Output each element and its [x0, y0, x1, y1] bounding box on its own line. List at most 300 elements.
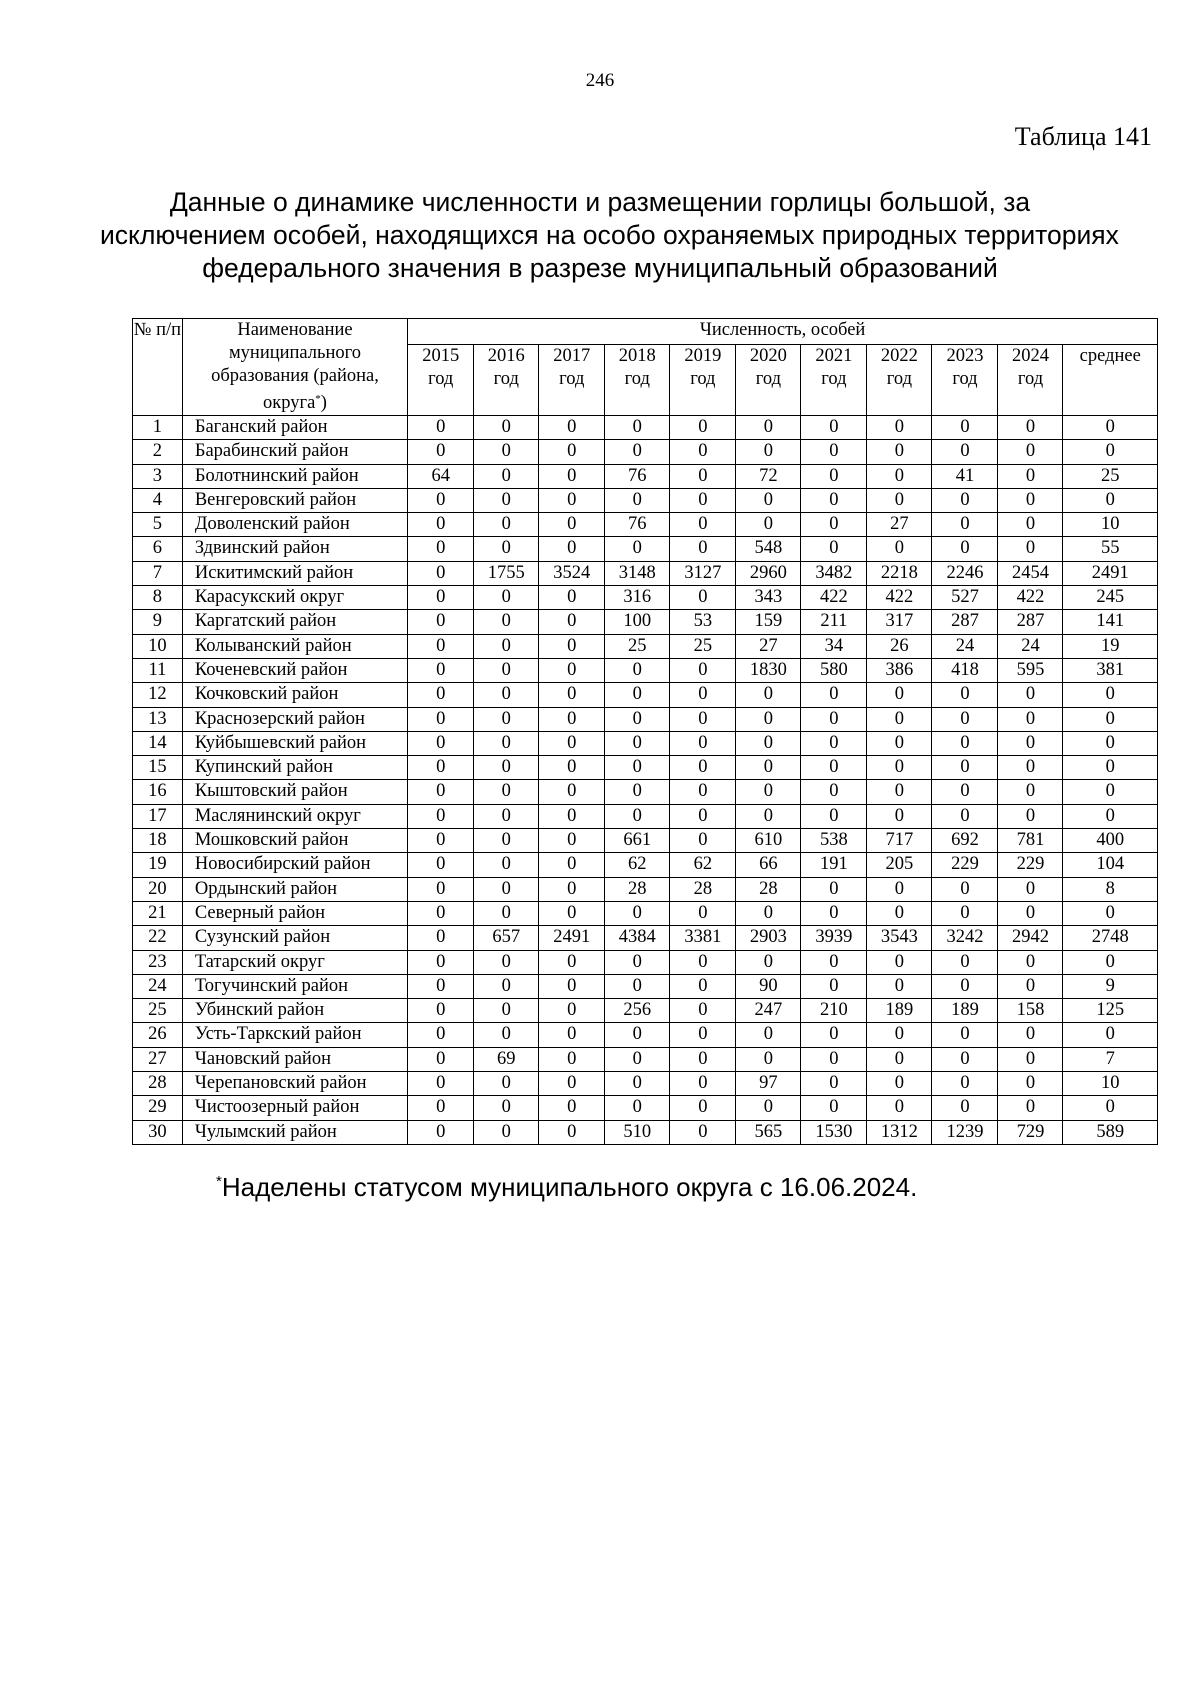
count-cell: 0: [474, 974, 539, 998]
count-cell: 0: [932, 901, 998, 925]
municipality-name: Сузунский район: [182, 926, 407, 950]
row-number: 9: [133, 610, 183, 634]
count-cell: 0: [408, 999, 474, 1023]
count-cell: 2218: [867, 561, 932, 585]
average-cell: 0: [1063, 707, 1158, 731]
count-cell: 0: [801, 974, 867, 998]
count-cell: 0: [932, 1047, 998, 1071]
count-cell: 0: [670, 1120, 736, 1144]
municipality-name: Барабинский район: [182, 440, 407, 464]
count-cell: 0: [539, 707, 605, 731]
count-cell: 0: [932, 731, 998, 755]
count-cell: 287: [998, 610, 1063, 634]
count-cell: 0: [867, 804, 932, 828]
table-row: [133, 731, 1158, 755]
average-cell: 0: [1063, 440, 1158, 464]
table-row: [133, 877, 1158, 901]
count-cell: 0: [605, 901, 670, 925]
count-cell: 0: [801, 537, 867, 561]
count-cell: 0: [605, 416, 670, 440]
count-cell: 0: [670, 804, 736, 828]
municipality-name: Искитимский район: [182, 561, 407, 585]
count-cell: 0: [998, 1072, 1063, 1096]
count-cell: 0: [998, 974, 1063, 998]
count-cell: 0: [408, 658, 474, 682]
count-cell: 3482: [801, 561, 867, 585]
average-cell: 125: [1063, 999, 1158, 1023]
count-cell: 0: [998, 901, 1063, 925]
count-cell: 317: [867, 610, 932, 634]
table-row: [133, 658, 1158, 682]
municipality-name: Мошковский район: [182, 829, 407, 853]
average-cell: 0: [1063, 416, 1158, 440]
count-cell: 0: [998, 513, 1063, 537]
count-cell: 0: [474, 658, 539, 682]
row-number: 2: [133, 440, 183, 464]
count-cell: 0: [474, 513, 539, 537]
municipality-name: Доволенский район: [182, 513, 407, 537]
average-cell: 2491: [1063, 561, 1158, 585]
count-cell: 0: [408, 488, 474, 512]
count-cell: 0: [801, 731, 867, 755]
count-cell: 0: [801, 464, 867, 488]
count-cell: 0: [867, 537, 932, 561]
average-cell: 7: [1063, 1047, 1158, 1071]
count-cell: 41: [932, 464, 998, 488]
table-row: [133, 1047, 1158, 1071]
count-cell: 0: [932, 488, 998, 512]
row-number: 6: [133, 537, 183, 561]
count-cell: 76: [605, 464, 670, 488]
row-number: 23: [133, 950, 183, 974]
count-cell: 0: [539, 586, 605, 610]
count-cell: 0: [408, 610, 474, 634]
count-cell: 0: [670, 950, 736, 974]
row-number: 3: [133, 464, 183, 488]
count-cell: 0: [474, 829, 539, 853]
municipality-name: Баганский район: [182, 416, 407, 440]
count-cell: 0: [736, 1047, 801, 1071]
table-row: [133, 634, 1158, 658]
row-number: 19: [133, 853, 183, 877]
count-cell: 0: [670, 1047, 736, 1071]
count-cell: 0: [867, 488, 932, 512]
average-cell: 19: [1063, 634, 1158, 658]
count-cell: 0: [867, 877, 932, 901]
average-cell: 55: [1063, 537, 1158, 561]
count-cell: 0: [932, 707, 998, 731]
count-cell: 287: [932, 610, 998, 634]
count-cell: 0: [408, 707, 474, 731]
count-cell: 0: [474, 999, 539, 1023]
count-cell: 0: [605, 756, 670, 780]
table-row: [133, 974, 1158, 998]
table-row: [133, 1023, 1158, 1047]
count-cell: 0: [736, 950, 801, 974]
table-body: [133, 416, 1158, 1145]
count-cell: 0: [670, 974, 736, 998]
count-cell: 0: [670, 658, 736, 682]
table-row: [133, 804, 1158, 828]
count-cell: 0: [801, 1023, 867, 1047]
count-cell: 1530: [801, 1120, 867, 1144]
count-cell: 0: [932, 877, 998, 901]
average-cell: 589: [1063, 1120, 1158, 1144]
count-cell: 0: [408, 537, 474, 561]
municipality-name: Болотнинский район: [182, 464, 407, 488]
count-cell: 0: [474, 610, 539, 634]
table-row: [133, 561, 1158, 585]
population-table: [132, 318, 1158, 1145]
count-cell: 0: [539, 1120, 605, 1144]
count-cell: 0: [408, 901, 474, 925]
count-cell: 0: [474, 1023, 539, 1047]
count-cell: 2903: [736, 926, 801, 950]
table-row: [133, 756, 1158, 780]
count-cell: 0: [670, 416, 736, 440]
count-cell: 211: [801, 610, 867, 634]
average-cell: 0: [1063, 804, 1158, 828]
count-cell: 0: [998, 780, 1063, 804]
municipality-name: Усть-Таркский район: [182, 1023, 407, 1047]
average-cell: 0: [1063, 756, 1158, 780]
count-cell: 247: [736, 999, 801, 1023]
count-cell: 0: [539, 1023, 605, 1047]
count-cell: 0: [670, 683, 736, 707]
count-cell: 0: [539, 610, 605, 634]
count-cell: 0: [736, 440, 801, 464]
count-cell: 0: [998, 683, 1063, 707]
header-year: 2021 год: [801, 345, 867, 416]
count-cell: 0: [408, 731, 474, 755]
count-cell: 0: [408, 804, 474, 828]
count-cell: 0: [801, 440, 867, 464]
municipality-name: Чистоозерный район: [182, 1096, 407, 1120]
count-cell: 657: [474, 926, 539, 950]
count-cell: 0: [408, 440, 474, 464]
average-cell: 0: [1063, 683, 1158, 707]
row-number: 14: [133, 731, 183, 755]
count-cell: 692: [932, 829, 998, 853]
count-cell: 343: [736, 586, 801, 610]
count-cell: 0: [932, 537, 998, 561]
count-cell: 0: [670, 1072, 736, 1096]
count-cell: 210: [801, 999, 867, 1023]
average-cell: 0: [1063, 1023, 1158, 1047]
municipality-name: Колыванский район: [182, 634, 407, 658]
header-municipality-close: ): [320, 393, 327, 413]
count-cell: 97: [736, 1072, 801, 1096]
count-cell: 0: [736, 1023, 801, 1047]
row-number: 28: [133, 1072, 183, 1096]
count-cell: 3242: [932, 926, 998, 950]
municipality-name: Черепановский район: [182, 1072, 407, 1096]
count-cell: 0: [605, 731, 670, 755]
table-row: [133, 1120, 1158, 1144]
count-cell: 0: [474, 634, 539, 658]
count-cell: 0: [605, 1096, 670, 1120]
table-row: [133, 853, 1158, 877]
count-cell: 0: [932, 416, 998, 440]
count-cell: 0: [998, 488, 1063, 512]
count-cell: 0: [801, 1096, 867, 1120]
count-cell: 0: [801, 950, 867, 974]
count-cell: 0: [867, 901, 932, 925]
count-cell: 0: [670, 513, 736, 537]
count-cell: 0: [539, 634, 605, 658]
average-cell: 0: [1063, 488, 1158, 512]
count-cell: 189: [867, 999, 932, 1023]
title-line-1: Данные о динамике численности и размещении горлицы большой, за: [169, 187, 1031, 217]
average-cell: 0: [1063, 901, 1158, 925]
table-row: [133, 901, 1158, 925]
count-cell: 548: [736, 537, 801, 561]
count-cell: 1312: [867, 1120, 932, 1144]
header-year: 2019 год: [670, 345, 736, 416]
count-cell: 0: [408, 1096, 474, 1120]
count-cell: 0: [474, 901, 539, 925]
count-cell: 0: [736, 513, 801, 537]
table-row: [133, 950, 1158, 974]
count-cell: 0: [474, 488, 539, 512]
count-cell: 76: [605, 513, 670, 537]
count-cell: 0: [736, 1096, 801, 1120]
count-cell: 0: [408, 1023, 474, 1047]
count-cell: 0: [932, 1023, 998, 1047]
table-row: [133, 1072, 1158, 1096]
count-cell: 386: [867, 658, 932, 682]
average-cell: 400: [1063, 829, 1158, 853]
count-cell: 0: [867, 1096, 932, 1120]
count-cell: 0: [474, 440, 539, 464]
average-cell: 0: [1063, 950, 1158, 974]
municipality-name: Здвинский район: [182, 537, 407, 561]
count-cell: 0: [474, 804, 539, 828]
count-cell: 0: [539, 1096, 605, 1120]
average-cell: 10: [1063, 513, 1158, 537]
table-row: [133, 440, 1158, 464]
count-cell: 0: [605, 658, 670, 682]
count-cell: 0: [605, 974, 670, 998]
count-cell: 510: [605, 1120, 670, 1144]
count-cell: 26: [867, 634, 932, 658]
count-cell: 0: [998, 1047, 1063, 1071]
header-year: 2020 год: [736, 345, 801, 416]
count-cell: 0: [801, 756, 867, 780]
municipality-name: Кочковский район: [182, 683, 407, 707]
count-cell: 0: [605, 1047, 670, 1071]
count-cell: 0: [998, 1096, 1063, 1120]
count-cell: 0: [867, 974, 932, 998]
row-number: 22: [133, 926, 183, 950]
count-cell: 0: [539, 804, 605, 828]
header-year: 2023 год: [932, 345, 998, 416]
count-cell: 24: [932, 634, 998, 658]
count-cell: 2960: [736, 561, 801, 585]
count-cell: 729: [998, 1120, 1063, 1144]
table-row: [133, 488, 1158, 512]
header-year: 2016 год: [474, 345, 539, 416]
municipality-name: Карасукский округ: [182, 586, 407, 610]
count-cell: 0: [539, 440, 605, 464]
count-cell: 0: [539, 974, 605, 998]
count-cell: 0: [736, 488, 801, 512]
count-cell: 0: [932, 1096, 998, 1120]
count-cell: 229: [998, 853, 1063, 877]
count-cell: 0: [736, 756, 801, 780]
count-cell: 0: [474, 416, 539, 440]
average-cell: 0: [1063, 780, 1158, 804]
count-cell: 0: [408, 1047, 474, 1071]
row-number: 16: [133, 780, 183, 804]
count-cell: 0: [932, 683, 998, 707]
row-number: 18: [133, 829, 183, 853]
municipality-name: Чулымский район: [182, 1120, 407, 1144]
count-cell: 0: [801, 488, 867, 512]
count-cell: 0: [605, 707, 670, 731]
count-cell: 189: [932, 999, 998, 1023]
count-cell: 0: [932, 974, 998, 998]
header-year: 2018 год: [605, 345, 670, 416]
count-cell: 4384: [605, 926, 670, 950]
average-cell: 0: [1063, 1096, 1158, 1120]
average-cell: 8: [1063, 877, 1158, 901]
count-cell: 0: [539, 1072, 605, 1096]
table-row: [133, 926, 1158, 950]
count-cell: 0: [474, 780, 539, 804]
municipality-name: Чановский район: [182, 1047, 407, 1071]
count-cell: 27: [736, 634, 801, 658]
count-cell: 90: [736, 974, 801, 998]
municipality-name: Коченевский район: [182, 658, 407, 682]
page-number: 246: [585, 70, 615, 91]
average-cell: 25: [1063, 464, 1158, 488]
count-cell: 159: [736, 610, 801, 634]
count-cell: 0: [670, 731, 736, 755]
row-number: 27: [133, 1047, 183, 1071]
count-cell: 538: [801, 829, 867, 853]
count-cell: 3939: [801, 926, 867, 950]
count-cell: 0: [605, 1023, 670, 1047]
municipality-name: Краснозерский район: [182, 707, 407, 731]
count-cell: 0: [474, 586, 539, 610]
count-cell: 25: [670, 634, 736, 658]
count-cell: 0: [408, 926, 474, 950]
row-number: 13: [133, 707, 183, 731]
count-cell: 0: [801, 1047, 867, 1071]
count-cell: 0: [998, 707, 1063, 731]
count-cell: 0: [539, 488, 605, 512]
count-cell: 0: [867, 416, 932, 440]
count-cell: 0: [474, 1120, 539, 1144]
count-cell: 0: [408, 780, 474, 804]
municipality-name: Тогучинский район: [182, 974, 407, 998]
count-cell: 0: [408, 950, 474, 974]
count-cell: 229: [932, 853, 998, 877]
count-cell: 0: [539, 756, 605, 780]
header-municipality: [182, 319, 407, 416]
table-row: [133, 1096, 1158, 1120]
header-year: 2022 год: [867, 345, 932, 416]
count-cell: 0: [867, 950, 932, 974]
count-cell: 0: [736, 804, 801, 828]
count-cell: 66: [736, 853, 801, 877]
header-municipality-text: Наименование муниципального образования (района, округа: [211, 320, 379, 413]
count-cell: 0: [867, 464, 932, 488]
count-cell: 0: [867, 683, 932, 707]
count-cell: 0: [670, 488, 736, 512]
average-cell: 10: [1063, 1072, 1158, 1096]
count-cell: 781: [998, 829, 1063, 853]
count-cell: 527: [932, 586, 998, 610]
table-row: [133, 464, 1158, 488]
header-year: 2017 год: [539, 345, 605, 416]
count-cell: 3127: [670, 561, 736, 585]
count-cell: 27: [867, 513, 932, 537]
count-cell: 3524: [539, 561, 605, 585]
count-cell: 0: [801, 513, 867, 537]
count-cell: 0: [801, 804, 867, 828]
header-year: среднее: [1063, 345, 1158, 416]
count-cell: 0: [474, 756, 539, 780]
count-cell: 316: [605, 586, 670, 610]
count-cell: 191: [801, 853, 867, 877]
count-cell: 580: [801, 658, 867, 682]
count-cell: 0: [801, 683, 867, 707]
count-cell: 0: [605, 780, 670, 804]
table-row: [133, 829, 1158, 853]
table-row: [133, 537, 1158, 561]
count-cell: 0: [670, 780, 736, 804]
footnote-text: Наделены статусом муниципального округа с 16.06.2024.: [221, 1172, 918, 1202]
count-cell: 64: [408, 464, 474, 488]
count-cell: 0: [539, 1047, 605, 1071]
count-cell: 0: [539, 999, 605, 1023]
count-cell: 0: [474, 707, 539, 731]
row-number: 12: [133, 683, 183, 707]
count-cell: 34: [801, 634, 867, 658]
count-cell: 1239: [932, 1120, 998, 1144]
document-title: [100, 186, 1119, 285]
row-number: 1: [133, 416, 183, 440]
count-cell: 0: [408, 877, 474, 901]
count-cell: 0: [736, 707, 801, 731]
municipality-name: Убинский район: [182, 999, 407, 1023]
count-cell: 0: [998, 731, 1063, 755]
count-cell: 0: [670, 901, 736, 925]
table-row: [133, 999, 1158, 1023]
count-cell: 0: [539, 683, 605, 707]
count-cell: 2491: [539, 926, 605, 950]
count-cell: 0: [867, 780, 932, 804]
count-cell: 0: [539, 877, 605, 901]
count-cell: 0: [605, 804, 670, 828]
table-row: [133, 683, 1158, 707]
row-number: 25: [133, 999, 183, 1023]
footnote-mark: *: [216, 1173, 222, 1190]
count-cell: 0: [867, 707, 932, 731]
count-cell: 0: [539, 513, 605, 537]
footnote: [216, 1172, 917, 1203]
count-cell: 100: [605, 610, 670, 634]
count-cell: 0: [998, 464, 1063, 488]
average-cell: 141: [1063, 610, 1158, 634]
count-cell: 72: [736, 464, 801, 488]
count-cell: 1755: [474, 561, 539, 585]
count-cell: 0: [474, 1072, 539, 1096]
count-cell: 2246: [932, 561, 998, 585]
municipality-name: Ордынский район: [182, 877, 407, 901]
